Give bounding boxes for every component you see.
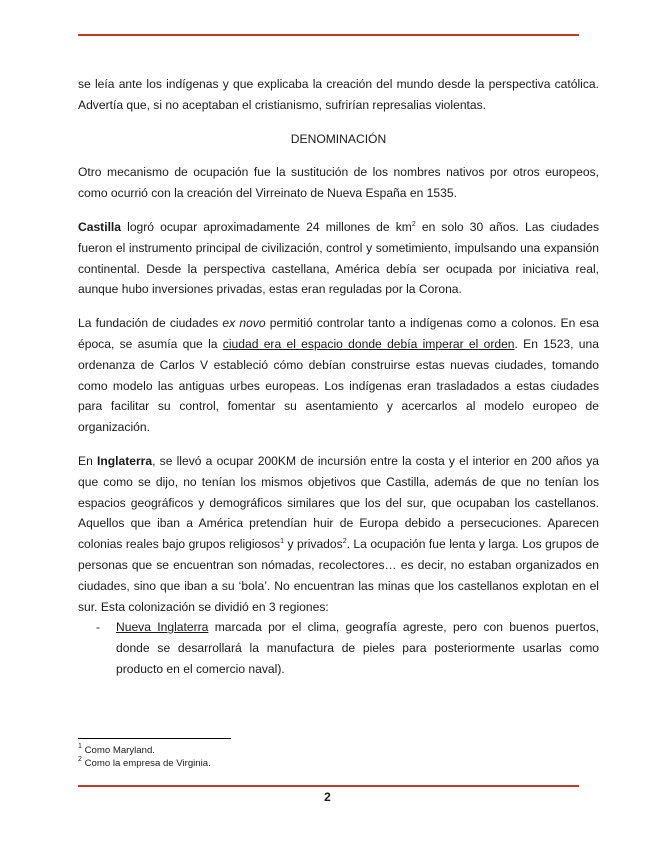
paragraph-ex-novo: La fundación de ciudades ex novo permitió controlar tanto a indígenas como a colonos. En esa época, se asumía que la ciudad era el espacio donde debía imperar el orden. En 1523, una ordenanza de Carlos V estableció cómo debían construirse estas nuevas ciudades, tomando como modelo las antiguas urbes europeas. Los indígenas eran trasladados a estas ciudades para facilitar su control, fomentar su asentamiento y acercarlos al modelo europeo de organización. (78, 316, 599, 435)
footnote-1: $^1$ Como Maryland. (78, 743, 155, 756)
section-heading: DENOMINACIÓN (290, 131, 387, 146)
footer-rule (78, 785, 579, 787)
inglaterra-term: Inglaterra (96, 453, 153, 468)
page-number: 2 (324, 790, 331, 804)
intro-paragraph: se leía ante los indígenas y que explicaba la creación del mundo desde la perspectiva católica. Advertía que, si no aceptaban el cristianismo, sufrirían represalias violentas. (78, 77, 599, 112)
dash-bullet: - (96, 620, 101, 635)
header-rule (78, 34, 579, 36)
footnote-ref-1[interactable]: 1 (280, 538, 284, 546)
underlined-phrase: ciudad era el espacio donde debía imperar el orden (222, 336, 515, 351)
footnote-separator (78, 738, 231, 739)
regions-list (78, 617, 599, 679)
list-item: - Nueva Inglaterra marcada por el clima, geografía agreste, pero con buenos puertos, donde se desarrollará la manufactura de pieles para posteriormente usarlas como producto en el comercio naval). (78, 617, 599, 679)
paragraph-castilla: Castilla logró ocupar aproximadamente 24 millones de $km^2$ en solo 30 años. Las ciudades fueron el instrumento principal de civilización, control y sometimiento, impulsando una expansión continental. Desde la perspectiva castellana, América debía ser ocupada por iniciativa real, aunque hubo inversiones privadas, estas eran reguladas por la Corona. (78, 219, 600, 297)
paragraph-inglaterra: En Inglaterra, se llevó a ocupar 200KM de incursión entre la costa y el interior en 200 años ya que como se dijo, no tenían los mismos objetivos que Castilla, además de que no tenían los espacios geográficos y demográficos similares que los del sur, que ocupaban los castellanos. Aquellos que iban a América pretendían huir de Europa debido a persecuciones. Aparecen colonias reales bajo grupos religiosos$^1$ y privados$^2$. La ocupación fue lenta y larga. Los grupos de personas que se encuentran son nómadas, recolectores… es decir, no estaban organizados en ciudades, sino que iban a su ‘bola’. No encuentran las minas que los castellanos explotan en el sur. Esta colonización se dividió en 3 regiones: (78, 453, 600, 614)
footnotes (78, 744, 211, 770)
footnote-ref-2[interactable]: 2 (342, 538, 347, 546)
nueva-inglaterra-term: Nueva Inglaterra (116, 620, 209, 635)
ex-novo-term: ex novo (222, 316, 266, 331)
page-body (78, 74, 599, 680)
castilla-term: Castilla (78, 219, 122, 234)
paragraph-denominacion: Otro mecanismo de ocupación fue la sustitución de los nombres nativos por otros europeos, como ocurrió con la creación del Virreinato de Nueva España en 1535. (78, 165, 599, 201)
footnote-2: $^2$ Como la empresa de Virginia. (78, 756, 211, 769)
